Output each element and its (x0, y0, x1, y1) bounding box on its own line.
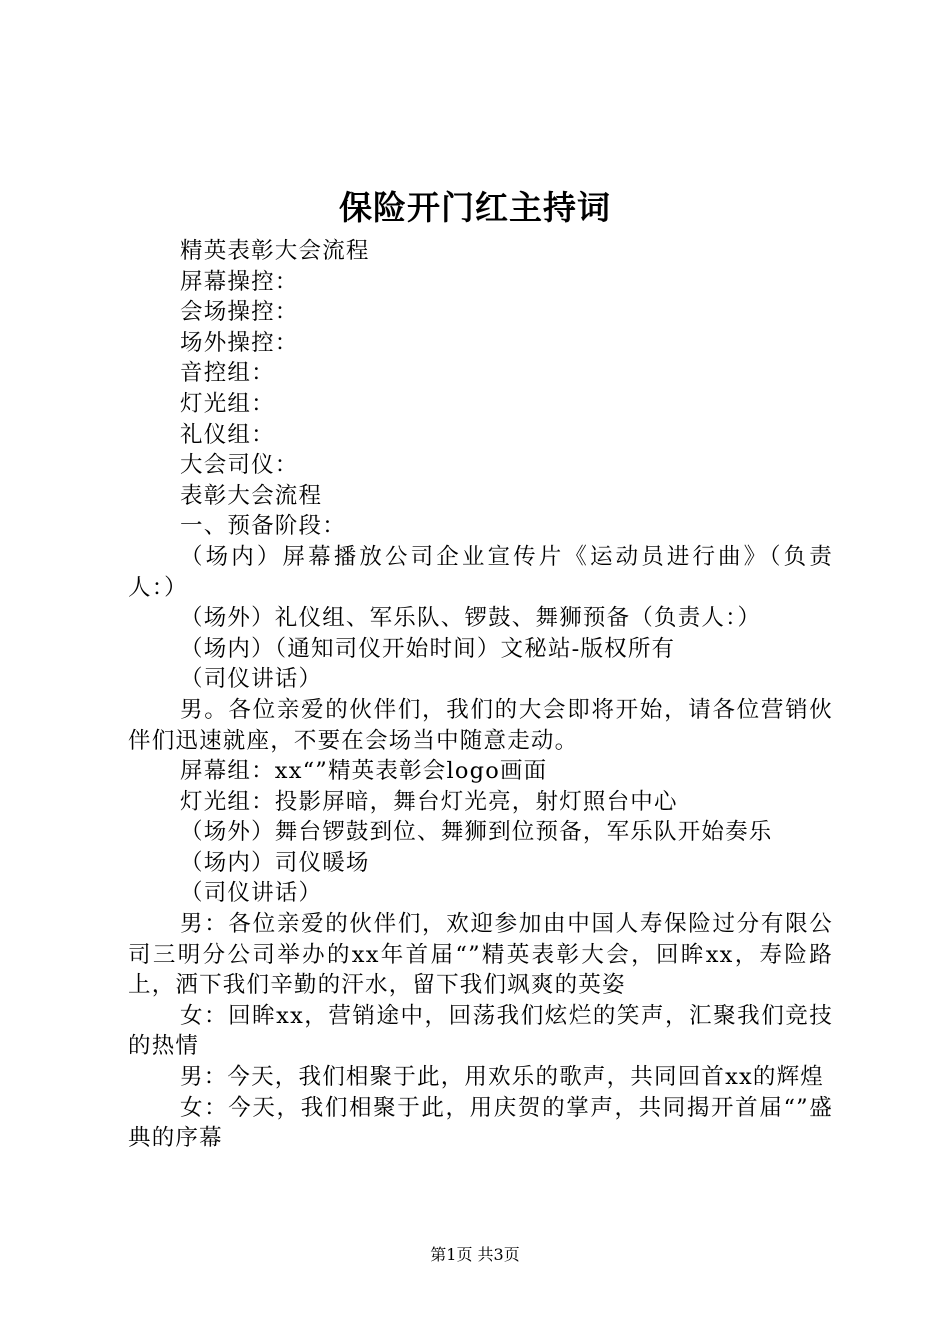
document-title: 保险开门红主持词 (339, 188, 611, 227)
paragraph: 礼仪组： (180, 421, 275, 448)
paragraph: 灯光组： (180, 390, 275, 417)
paragraph: 一、预备阶段： (180, 513, 346, 540)
paragraph: 男：今天，我们相聚于此，用欢乐的歌声，共同回首xx的辉煌 (180, 1064, 824, 1091)
paragraph: 灯光组：投影屏暗，舞台灯光亮，射灯照台中心 (180, 788, 678, 815)
paragraph: 会场操控： (180, 299, 299, 326)
paragraph: 音控组： (180, 360, 275, 387)
paragraph: 屏幕操控： (180, 268, 299, 295)
paragraph: （场内）（通知司仪开始时间）文秘站-版权所有 (180, 635, 676, 662)
paragraph: 男：各位亲爱的伙伴们，欢迎参加由中国人寿保险过分有限公司三明分公司举办的xx年首届“”精英表彰大会，回眸xx，寿险路上，洒下我们辛勤的汗水，留下我们飒爽的英姿 (128, 911, 833, 999)
paragraph: （司仪讲话） (180, 880, 323, 907)
paragraph: 大会司仪： (180, 452, 299, 479)
paragraph: （场外）礼仪组、军乐队、锣鼓、舞狮预备（负责人：） (180, 605, 762, 632)
paragraph: （司仪讲话） (180, 666, 323, 693)
paragraph: 女：回眸xx，营销途中，回荡我们炫烂的笑声，汇聚我们竞技的热情 (128, 1002, 833, 1060)
paragraph: 精英表彰大会流程 (180, 238, 370, 264)
paragraph: （场外）舞台锣鼓到位、舞狮到位预备，军乐队开始奏乐 (180, 819, 773, 846)
paragraph: （场内）司仪暖场 (180, 849, 370, 876)
paragraph: 女：今天，我们相聚于此，用庆贺的掌声，共同揭开首届“”盛典的序幕 (128, 1094, 833, 1152)
paragraph: （场内）屏幕播放公司企业宣传片《运动员进行曲》（负责人：） (128, 543, 833, 601)
paragraph: 男。各位亲爱的伙伴们，我们的大会即将开始，请各位营销伙伴们迅速就座，不要在会场当中随意走动。 (128, 696, 833, 754)
paragraph: 表彰大会流程 (180, 482, 323, 509)
paragraph: 屏幕组：xx“”精英表彰会logo画面 (180, 758, 548, 785)
document-body (128, 236, 833, 1154)
page-footer: 第1页 共3页 (430, 1245, 520, 1264)
paragraph: 场外操控： (180, 329, 299, 356)
